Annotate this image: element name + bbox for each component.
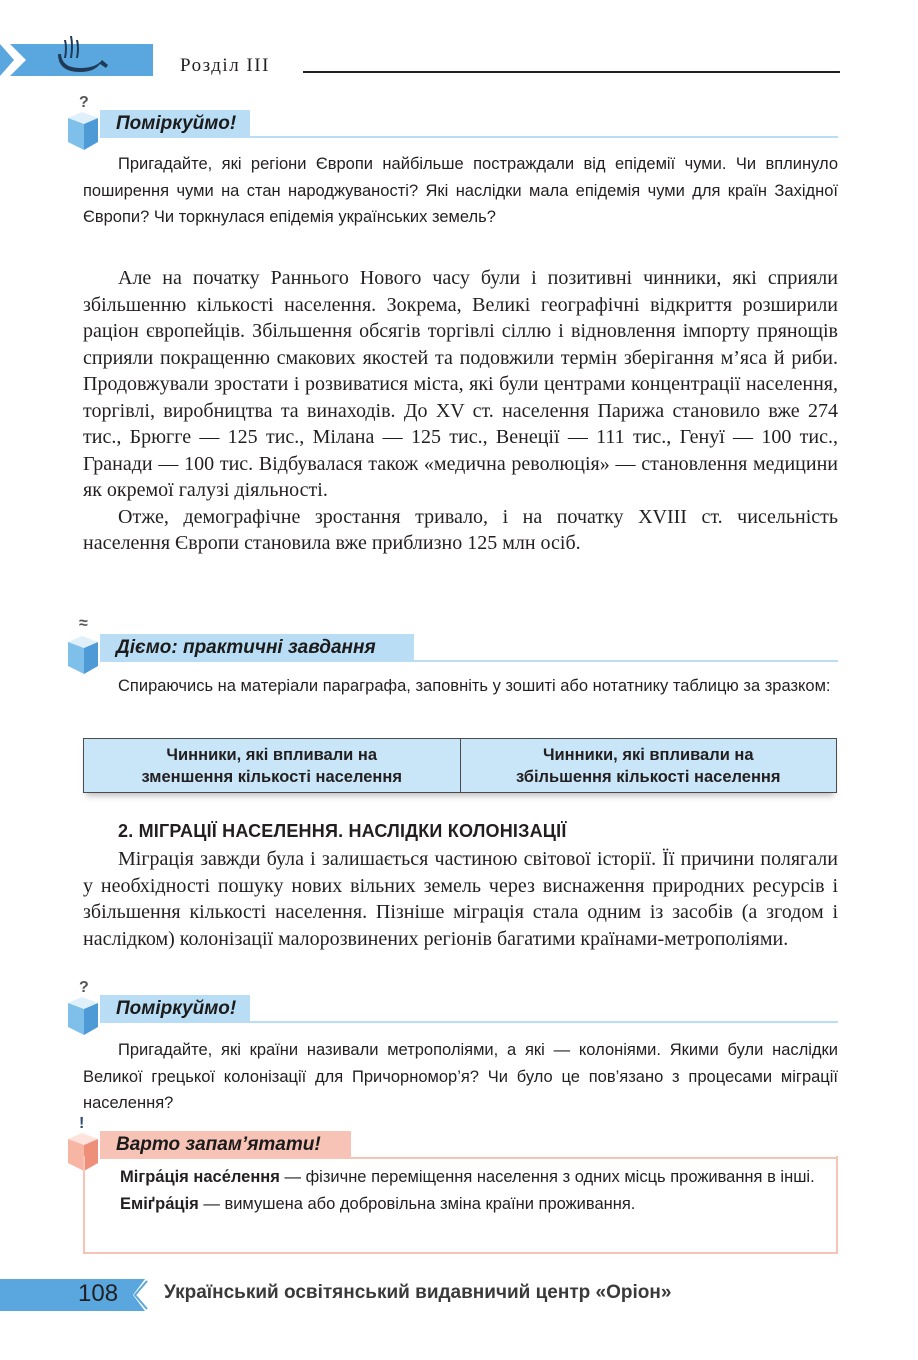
act-text: Спираючись на матеріали параграфа, заповніть у зошиті або нотатнику таблицю за зразком: — [118, 677, 831, 695]
table-header-increase: Чинники, які впливали на збільшення кількості населення — [460, 739, 837, 792]
rubric-title: Діємо: практичні завдання — [100, 634, 414, 661]
section-label: Розділ III — [180, 55, 270, 76]
paragraph: Отже, демографічне зростання тривало, і на початку XVIII ст. чисельність населення Європи становила вже приблизно 125 млн осіб. — [83, 505, 838, 554]
section-heading: 2. МІГРАЦІЇ НАСЕЛЕННЯ. НАСЛІДКИ КОЛОНІЗАЦІЇ — [118, 821, 567, 841]
table-header-decrease: Чинники, які впливали на зменшення кількості населення — [141, 745, 402, 786]
rubric-rule — [100, 136, 838, 138]
section-2-text: Міграція завжди була і залишається частиною світової історії. Її причини полягали у необхідності пошуку нових вільних земель через виснаження природних ресурсів і збільшення кількості населення. Пізніше міграція стала одним із засобів (а згодом і наслідком) колонізації малорозвинених регіонів багатими країнами-метрополіями. — [83, 848, 838, 950]
definition-migration: Мігра́ція насе́лення — фізичне переміщення населення з одних місць проживання в інші. — [120, 1168, 815, 1186]
footer-chevron-icon — [127, 1279, 151, 1311]
rubric-title: Варто запам’ятати! — [100, 1131, 351, 1158]
page-number: 108 — [78, 1280, 119, 1307]
header-rule — [303, 71, 840, 73]
exclamation-icon: ! — [79, 1115, 85, 1132]
rubric-think-2 — [66, 979, 838, 1025]
question-mark-icon: ? — [79, 94, 89, 111]
definition-emigration: Еміґра́ція — вимушена або добровільна зміна країни проживання. — [120, 1194, 636, 1213]
blue-cube-icon — [66, 997, 100, 1035]
wheat-logo-icon — [52, 34, 114, 78]
blue-cube-icon — [66, 636, 100, 674]
think-1-text: Пригадайте, які регіони Європи найбільше постраждали від епідемії чуми. Чи вплинуло поширення чуми на стан народжуваності? Які наслідки мала епідемія чуми для країн Західної Європи? Чи торкнулася епідемія українських земель? — [83, 155, 838, 226]
sample-table — [83, 738, 837, 793]
blue-cube-icon — [66, 112, 100, 150]
wave-icon: ≈ — [79, 615, 88, 632]
rubric-rule — [100, 660, 838, 662]
publisher-name: Український освітянський видавничий центр «Оріон» — [164, 1282, 672, 1303]
paragraph: Але на початку Раннього Нового часу були і позитивні чинники, які сприяли збільшенню кількості населення. Зокрема, Великі географічні відкриття розширили раціон європейців. Збільшення обсягів торгівлі сіллю і відновлення імпорту прянощів сприяли покращенню смакових якостей та подовжили термін зберігання м’яса й риби. Продовжували зростати і розвиватися міста, які були центрами концентрації населення, торгівлі, виробництва та винаходів. До XV ст. населення Парижа становило вже 274 тис., Брюгге — 125 тис., Мілана — 125 тис., Венеції — 111 тис., Генуї — 100 тис., Гранади — 100 тис. Відбувалася також «медична революція» — становлення медицини як окремої галузі діяльності. — [83, 267, 838, 501]
memo-box — [83, 1156, 838, 1254]
rubric-title: Поміркуймо! — [100, 110, 250, 137]
question-mark-icon: ? — [79, 979, 89, 996]
rubric-title: Поміркуймо! — [100, 995, 250, 1022]
rubric-act — [66, 615, 838, 664]
rubric-think-1 — [66, 94, 838, 140]
main-text — [83, 265, 838, 557]
rubric-rule — [100, 1021, 838, 1023]
think-2-text: Пригадайте, які країни називали метрополіями, а які — колоніями. Якими були наслідки Великої грецької колонізації для Причорномор’я? Чи було це пов’язано з процесами міграції населення? — [83, 1041, 838, 1112]
header-arrow-icon — [0, 44, 30, 76]
